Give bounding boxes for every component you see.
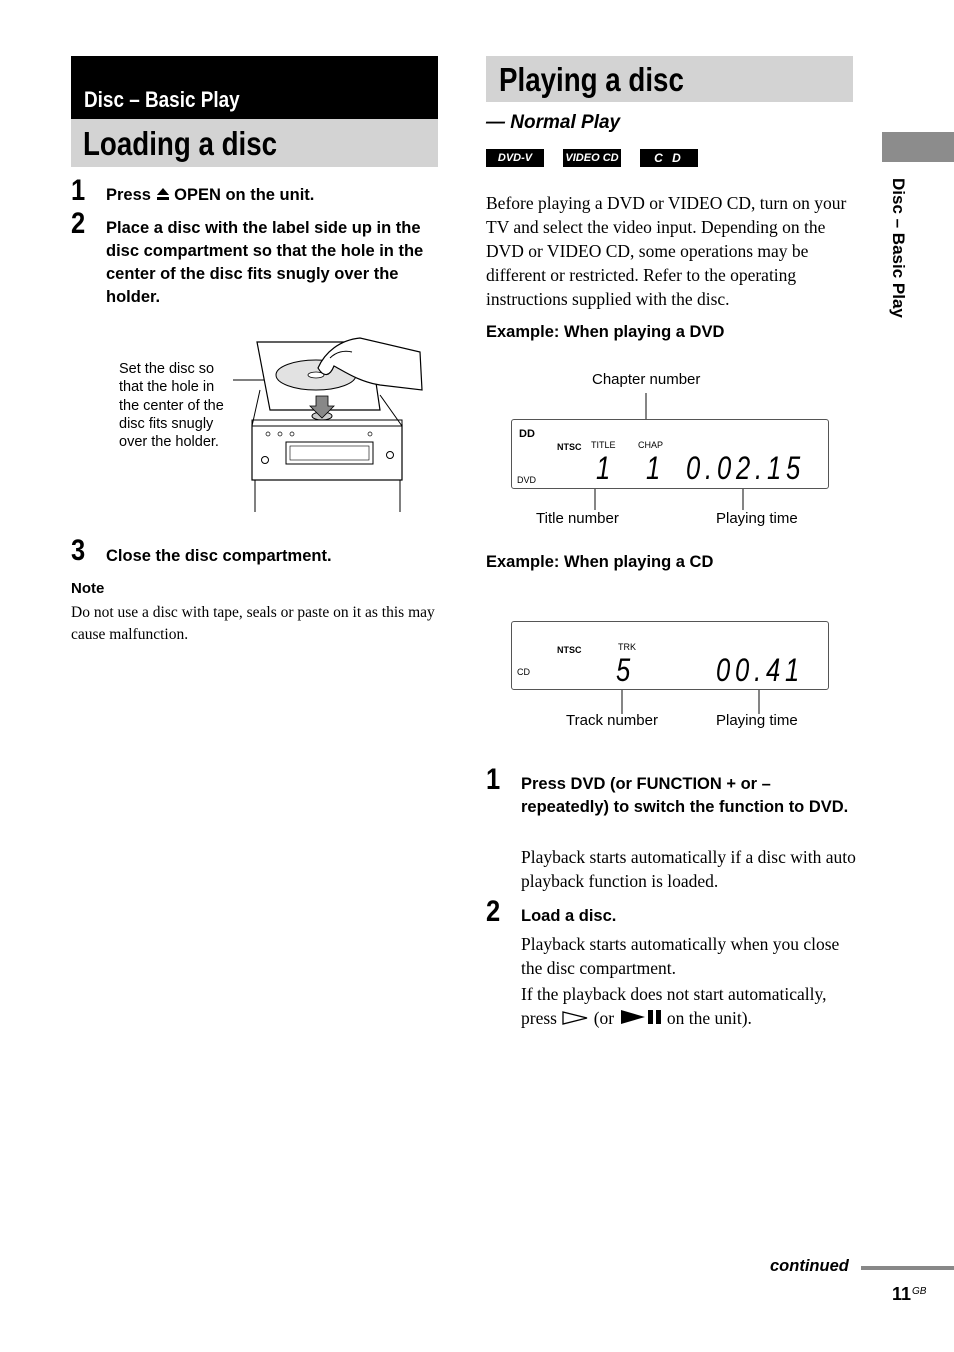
- example-title: Example: When playing a DVD: [486, 323, 725, 341]
- page-number-value: 11: [892, 1284, 912, 1304]
- step-body: Playback starts automatically when you close the disc compartment.: [521, 934, 840, 978]
- disc-loading-illustration: [230, 330, 430, 515]
- caption-line: over the holder.: [119, 434, 219, 451]
- heading-banner: [486, 56, 853, 102]
- trk-indicator: TRK: [618, 642, 636, 652]
- example-title: Example: When playing a CD: [486, 553, 714, 571]
- note-title: Note: [71, 580, 105, 597]
- caption-line: that the hole in: [119, 379, 215, 396]
- note-text: Do not use a disc with tape, seals or paste on it as this may cause malfunction.: [71, 604, 435, 643]
- dolby-logo: DD: [519, 428, 535, 440]
- playing-time-digits: 0.02.15: [686, 450, 806, 486]
- cd-mode-indicator: CD: [517, 667, 530, 677]
- playing-time-label: Playing time: [716, 712, 798, 729]
- dvd-mode-indicator: DVD: [517, 475, 537, 485]
- ntsc-indicator: NTSC: [557, 442, 582, 452]
- step-text: Load a disc.: [521, 907, 617, 925]
- track-number-label: Track number: [566, 712, 658, 729]
- subheading: — Normal Play: [486, 112, 621, 133]
- title-number-digit: 1: [596, 450, 616, 486]
- chapter-number-digit: 1: [646, 450, 666, 486]
- eject-icon: [156, 185, 170, 199]
- step-body-part: If the playback does not start automatically, press: [521, 984, 827, 1028]
- step-number: 1: [71, 174, 86, 207]
- step-text: Press DVD (or FUNCTION + or – repeatedly) to switch the function to DVD.: [521, 775, 849, 816]
- caption-line: the center of the: [119, 397, 224, 414]
- step-text: Place a disc with the label side up in the disc compartment so that the hole in the center of the disc fits snugly over the holder.: [106, 219, 424, 306]
- playing-time-digits: 00.41: [716, 652, 805, 688]
- title-indicator: TITLE: [591, 440, 616, 450]
- dvd-video-badge: DVD-V: [486, 149, 544, 167]
- cd-lcd-display: [511, 621, 829, 690]
- section-label: Disc – Basic Play: [84, 87, 240, 112]
- playing-time-label: Playing time: [716, 510, 798, 527]
- step-number: 3: [71, 534, 86, 567]
- illustration-caption: [119, 360, 237, 451]
- step-body-part: on the unit).: [662, 1008, 752, 1028]
- step-number: 2: [71, 207, 86, 240]
- title-number-label: Title number: [536, 510, 619, 527]
- intro-paragraph: Before playing a DVD or VIDEO CD, turn on your TV and select the video input. Depending on the DVD or VIDEO CD, some operations may be different or restricted. Refer to the operating instructions supplied with the disc.: [486, 193, 847, 309]
- play-pause-icon: [619, 1007, 663, 1023]
- page-suffix: GB: [912, 1286, 927, 1297]
- page-number: [892, 1284, 926, 1305]
- step-body: Playback starts automatically if a disc with auto playback function is loaded.: [521, 847, 856, 891]
- step-body: [521, 982, 861, 1030]
- step-text-part: OPEN on the unit.: [169, 186, 315, 204]
- cd-badge: C D: [640, 149, 698, 167]
- step-text: [106, 184, 441, 207]
- chap-indicator: CHAP: [638, 440, 664, 450]
- video-cd-badge: VIDEO CD: [563, 149, 621, 167]
- dvd-lcd-display: [511, 419, 829, 489]
- chapter-number-label: Chapter number: [592, 371, 701, 388]
- step-number: 1: [486, 763, 501, 796]
- heading-banner: [71, 119, 438, 167]
- page-heading: Playing a disc: [499, 61, 684, 98]
- caption-line: disc fits snugly: [119, 415, 214, 432]
- ntsc-indicator: NTSC: [557, 645, 582, 655]
- continued-label: continued: [770, 1257, 849, 1275]
- continued-rule: [861, 1266, 954, 1270]
- section-banner: [71, 56, 438, 119]
- side-tab-marker: [882, 132, 954, 162]
- caption-line: Set the disc so: [119, 361, 215, 377]
- side-tab-label: [884, 178, 924, 348]
- side-tab-text: Disc – Basic Play: [889, 178, 908, 318]
- track-number-digit: 5: [616, 652, 636, 688]
- play-icon: [561, 1008, 589, 1024]
- step-number: 2: [486, 895, 501, 928]
- page-heading: Loading a disc: [83, 125, 278, 162]
- step-text-part: Press: [106, 186, 156, 204]
- step-body-part: (or: [589, 1008, 619, 1028]
- step-text: Close the disc compartment.: [106, 547, 332, 565]
